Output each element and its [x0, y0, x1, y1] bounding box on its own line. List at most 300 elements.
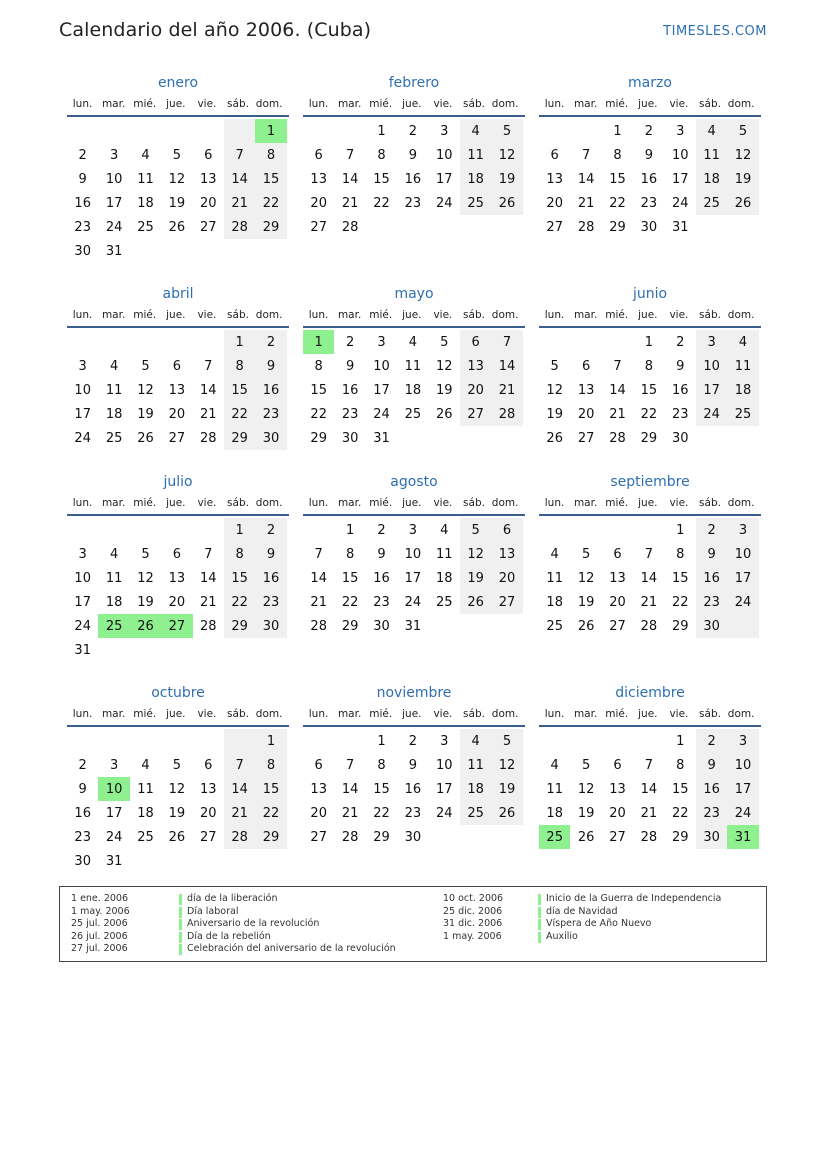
day-cell: 22 [373, 195, 390, 211]
day-cell: 26 [130, 614, 161, 638]
weekday-header [539, 94, 761, 114]
month-name: agosto [390, 474, 438, 490]
day-cell: 21 [199, 406, 217, 422]
day-cell: 6 [550, 147, 559, 163]
day-cell: 31 [105, 243, 123, 259]
day-cell: 5 [727, 119, 758, 143]
legend-holiday-name: día de la liberación [187, 893, 278, 904]
day-cell: 26 [168, 829, 186, 845]
day-cell: 22 [640, 406, 658, 422]
month-abril [67, 283, 289, 450]
day-cell: 13 [609, 570, 626, 586]
day-cell: 24 [105, 829, 123, 845]
legend-holiday-name: Víspera de Año Nuevo [546, 918, 652, 930]
day-cell: 1 [644, 334, 653, 350]
legend-item [71, 906, 396, 919]
weekday-label: jue. [402, 497, 422, 509]
day-cell: 25 [137, 829, 154, 845]
day-cell: 25 [727, 402, 758, 426]
empty-cell [67, 518, 98, 542]
day-cell: 4 [109, 358, 119, 374]
day-cell: 13 [310, 171, 327, 187]
day-cell: 21 [609, 406, 626, 422]
empty-cell [161, 638, 192, 662]
day-cell: 1 [255, 729, 286, 753]
empty-cell [460, 825, 491, 849]
day-cell: 21 [577, 195, 595, 211]
month-name: noviembre [376, 685, 452, 701]
legend-holiday-name: Celebración del aniversario de la revolución [187, 943, 396, 955]
header-rule [303, 326, 525, 328]
weekday-label: dom. [491, 708, 519, 720]
month-name: mayo [394, 286, 434, 302]
empty-cell [727, 614, 758, 638]
month-name: marzo [628, 75, 672, 91]
day-cell: 9 [644, 147, 653, 163]
month-marzo [539, 72, 761, 239]
day-cell: 20 [609, 805, 626, 821]
day-cell: 26 [460, 590, 491, 614]
weekday-label: vie. [433, 98, 453, 110]
day-cell: 15 [341, 570, 359, 586]
weekday-label: mar. [101, 98, 126, 110]
day-cell: 24 [404, 594, 422, 610]
page-title: Calendario del año 2006. (Cuba) [59, 19, 372, 41]
day-cell: 5 [460, 518, 491, 542]
day-cell: 1 [613, 123, 622, 139]
day-cell: 6 [491, 518, 522, 542]
day-cell: 29 [609, 219, 626, 235]
day-cell: 19 [577, 594, 595, 610]
empty-cell [130, 330, 161, 354]
empty-cell [67, 729, 98, 753]
weekday-label: mar. [573, 98, 598, 110]
day-cell: 20 [546, 195, 563, 211]
empty-cell [98, 729, 129, 753]
weekday-label: sáb. [699, 98, 721, 110]
weekday-label: mié. [369, 309, 393, 321]
day-cell: 13 [199, 171, 217, 187]
day-cell: 12 [491, 753, 522, 777]
empty-cell [98, 638, 129, 662]
day-cell: 3 [696, 330, 727, 354]
weekday-label: mié. [369, 98, 393, 110]
day-cell: 3 [377, 334, 386, 350]
day-cell: 21 [224, 191, 255, 215]
day-cell: 5 [550, 358, 559, 374]
day-cell: 24 [671, 195, 689, 211]
day-cell: 29 [224, 426, 255, 450]
day-cell: 16 [404, 171, 422, 187]
day-cell: 17 [74, 406, 91, 422]
day-cell: 1 [303, 330, 334, 354]
empty-cell [570, 518, 601, 542]
empty-cell [570, 729, 601, 753]
empty-cell [491, 825, 522, 849]
day-cell: 23 [341, 406, 359, 422]
month-julio [67, 471, 289, 662]
day-cell: 13 [310, 781, 327, 797]
empty-cell [334, 729, 365, 753]
day-cell: 29 [671, 618, 689, 634]
legend-date: 1 may. 2006 [71, 905, 130, 917]
day-cell: 23 [696, 801, 727, 825]
day-cell: 10 [105, 171, 123, 187]
day-cell: 26 [727, 191, 758, 215]
day-cell: 15 [255, 777, 286, 801]
day-cell: 23 [74, 829, 91, 845]
day-cell: 30 [74, 853, 91, 869]
empty-cell [334, 119, 365, 143]
legend-date: 25 dic. 2006 [443, 905, 503, 917]
day-cell: 9 [676, 358, 685, 374]
weekday-label: sáb. [699, 309, 721, 321]
empty-cell [98, 518, 129, 542]
day-cell: 30 [696, 614, 727, 638]
day-cell: 15 [224, 378, 255, 402]
empty-cell [224, 729, 255, 753]
day-cell: 16 [696, 566, 727, 590]
weekday-label: vie. [197, 98, 217, 110]
day-cell: 9 [696, 542, 727, 566]
day-cell: 26 [491, 801, 522, 825]
empty-cell [429, 614, 460, 638]
day-cell: 20 [199, 195, 217, 211]
empty-cell [429, 426, 460, 450]
holiday-color-marker [538, 932, 541, 943]
day-cell: 20 [577, 406, 595, 422]
day-cell: 16 [671, 382, 689, 398]
day-cell: 11 [727, 354, 758, 378]
weekday-header [539, 305, 761, 325]
day-cell: 23 [671, 406, 689, 422]
weekday-label: lun. [72, 497, 93, 509]
day-cell: 26 [577, 829, 595, 845]
weekday-label: dom. [255, 708, 283, 720]
weekday-label: sáb. [463, 309, 485, 321]
day-cell: 21 [310, 594, 327, 610]
day-cell: 2 [644, 123, 653, 139]
weekday-label: sáb. [227, 98, 249, 110]
day-cell: 20 [460, 378, 491, 402]
day-cell: 9 [408, 147, 417, 163]
month-enero [67, 72, 289, 263]
day-cell: 7 [613, 358, 622, 374]
day-cell: 11 [546, 570, 563, 586]
weekday-label: sáb. [699, 497, 721, 509]
day-cell: 22 [671, 805, 689, 821]
day-cell: 10 [373, 358, 390, 374]
day-cell: 5 [491, 119, 522, 143]
day-cell: 30 [373, 618, 390, 634]
weekday-label: lun. [544, 309, 565, 321]
day-cell: 19 [168, 805, 186, 821]
header-rule [539, 115, 761, 117]
day-cell: 22 [255, 801, 286, 825]
brand-link[interactable]: TIMESLES.COM [663, 24, 767, 39]
day-cell: 16 [74, 195, 91, 211]
empty-cell [602, 330, 633, 354]
day-cell: 31 [727, 825, 758, 849]
holiday-color-marker [538, 907, 541, 918]
legend-holiday-name: Día de la rebelión [187, 930, 271, 942]
day-cell: 17 [373, 382, 390, 398]
day-cell: 27 [310, 219, 327, 235]
weekday-label: mié. [133, 708, 157, 720]
day-cell: 2 [408, 123, 417, 139]
day-cell: 19 [546, 406, 563, 422]
legend-item [443, 918, 721, 931]
day-cell: 18 [727, 378, 758, 402]
empty-cell [193, 239, 224, 263]
day-cell: 14 [310, 570, 327, 586]
day-cell: 25 [404, 406, 422, 422]
month-name: febrero [388, 75, 440, 91]
day-cell: 18 [404, 382, 422, 398]
day-cell: 21 [640, 805, 658, 821]
day-cell: 20 [310, 195, 327, 211]
day-cell: 14 [341, 171, 359, 187]
empty-cell [130, 119, 161, 143]
day-cell: 21 [341, 195, 359, 211]
weekday-label: vie. [433, 309, 453, 321]
day-cell: 2 [78, 147, 87, 163]
day-cell: 18 [137, 805, 154, 821]
day-cell: 13 [491, 542, 522, 566]
empty-cell [161, 518, 192, 542]
legend-column-right [443, 893, 721, 943]
weekday-label: mar. [101, 309, 126, 321]
weekday-label: mié. [605, 497, 629, 509]
day-cell: 8 [314, 358, 323, 374]
day-cell: 15 [671, 570, 689, 586]
weekday-label: dom. [255, 309, 283, 321]
day-cell: 1 [345, 522, 355, 538]
legend-item [443, 893, 721, 906]
day-cell: 17 [671, 171, 689, 187]
day-cell: 21 [199, 594, 217, 610]
day-cell: 28 [640, 829, 658, 845]
day-cell: 15 [255, 167, 286, 191]
day-cell: 11 [105, 570, 123, 586]
empty-cell [193, 518, 224, 542]
header-rule [67, 326, 289, 328]
day-cell: 15 [373, 781, 390, 797]
day-cell: 7 [314, 546, 323, 562]
day-cell: 28 [491, 402, 522, 426]
day-cell: 9 [255, 354, 286, 378]
day-cell: 20 [609, 594, 626, 610]
day-cell: 27 [199, 219, 217, 235]
day-cell: 28 [199, 430, 217, 446]
weekday-label: sáb. [699, 708, 721, 720]
weekday-label: mar. [337, 98, 362, 110]
weekday-label: jue. [402, 309, 422, 321]
day-cell: 22 [609, 195, 626, 211]
empty-cell [633, 518, 664, 542]
day-cell: 26 [546, 430, 563, 446]
day-cell: 5 [141, 358, 150, 374]
weekday-label: jue. [402, 708, 422, 720]
day-cell: 9 [78, 781, 87, 797]
empty-cell [460, 614, 491, 638]
day-cell: 8 [224, 542, 255, 566]
day-cell: 4 [141, 757, 150, 773]
header-rule [303, 115, 525, 117]
day-cell: 8 [345, 546, 355, 562]
weekday-label: jue. [166, 497, 186, 509]
day-cell: 8 [255, 753, 286, 777]
day-cell: 12 [546, 382, 563, 398]
day-cell: 18 [435, 570, 453, 586]
empty-cell [130, 849, 161, 873]
day-cell: 18 [460, 777, 491, 801]
day-cell: 11 [435, 546, 453, 562]
day-cell: 31 [404, 618, 422, 634]
day-cell: 14 [577, 171, 595, 187]
weekday-label: mié. [605, 708, 629, 720]
weekday-header [539, 704, 761, 724]
day-cell: 17 [404, 570, 422, 586]
weekday-label: jue. [638, 98, 658, 110]
weekday-label: lun. [72, 98, 93, 110]
day-cell: 21 [224, 801, 255, 825]
day-cell: 14 [640, 570, 658, 586]
day-cell: 12 [137, 382, 154, 398]
day-cell: 2 [255, 330, 286, 354]
day-cell: 14 [640, 781, 658, 797]
day-cell: 4 [550, 757, 559, 773]
day-cell: 16 [404, 781, 422, 797]
weekday-label: vie. [669, 497, 689, 509]
day-cell: 28 [224, 215, 255, 239]
weekday-label: mar. [101, 708, 126, 720]
day-cell: 28 [310, 618, 327, 634]
day-cell: 21 [640, 594, 658, 610]
day-cell: 22 [224, 590, 255, 614]
month-octubre [67, 682, 289, 873]
day-cell: 25 [539, 825, 570, 849]
legend-holiday-name: día de Navidad [546, 905, 618, 917]
day-cell: 5 [581, 757, 591, 773]
day-cell: 1 [224, 330, 255, 354]
day-cell: 14 [609, 382, 626, 398]
day-cell: 10 [404, 546, 422, 562]
day-cell: 16 [74, 805, 91, 821]
day-cell: 27 [161, 614, 192, 638]
empty-cell [224, 239, 255, 263]
day-cell: 29 [640, 430, 658, 446]
empty-cell [98, 119, 129, 143]
day-cell: 22 [224, 402, 255, 426]
holiday-color-marker [179, 907, 182, 918]
legend-item [71, 893, 396, 906]
month-name: septiembre [610, 474, 690, 490]
weekday-label: jue. [166, 98, 186, 110]
day-cell: 3 [408, 522, 417, 538]
weekday-label: lun. [72, 708, 93, 720]
weekday-label: mar. [573, 309, 598, 321]
day-cell: 2 [345, 334, 355, 350]
day-cell: 30 [696, 825, 727, 849]
day-cell: 15 [373, 171, 390, 187]
day-cell: 25 [137, 219, 154, 235]
empty-cell [429, 825, 460, 849]
day-cell: 11 [460, 143, 491, 167]
day-cell: 3 [727, 729, 758, 753]
empty-cell [696, 215, 727, 239]
day-cell: 24 [696, 402, 727, 426]
day-cell: 22 [373, 805, 390, 821]
day-cell: 26 [435, 406, 453, 422]
weekday-label: mié. [133, 497, 157, 509]
weekday-label: dom. [727, 309, 755, 321]
day-cell: 4 [727, 330, 758, 354]
weekday-label: lun. [308, 497, 329, 509]
day-cell: 8 [224, 354, 255, 378]
day-cell: 6 [314, 757, 323, 773]
day-cell: 24 [373, 406, 390, 422]
weekday-label: vie. [197, 708, 217, 720]
day-cell: 8 [644, 358, 653, 374]
day-cell: 13 [546, 171, 563, 187]
weekday-label: dom. [491, 497, 519, 509]
day-cell: 18 [696, 167, 727, 191]
legend-item [71, 918, 396, 931]
day-cell: 12 [137, 570, 154, 586]
day-cell: 28 [577, 219, 595, 235]
empty-cell [161, 119, 192, 143]
day-cell: 19 [727, 167, 758, 191]
weekday-label: sáb. [227, 309, 249, 321]
day-cell: 6 [613, 757, 622, 773]
day-cell: 3 [78, 546, 87, 562]
day-cell: 25 [460, 191, 491, 215]
legend-date: 1 ene. 2006 [71, 893, 128, 904]
day-cell: 7 [581, 147, 591, 163]
day-cell: 24 [727, 801, 758, 825]
empty-cell [397, 215, 428, 239]
header-rule [539, 514, 761, 516]
header-rule [303, 514, 525, 516]
day-cell: 31 [74, 642, 91, 658]
empty-cell [161, 239, 192, 263]
day-cell: 5 [581, 546, 591, 562]
day-grid [539, 119, 761, 239]
day-cell: 25 [460, 801, 491, 825]
day-cell: 18 [546, 805, 563, 821]
day-cell: 27 [168, 430, 186, 446]
day-cell: 12 [727, 143, 758, 167]
day-cell: 11 [404, 358, 422, 374]
day-cell: 14 [199, 382, 217, 398]
day-cell: 12 [491, 143, 522, 167]
day-cell: 4 [109, 546, 119, 562]
weekday-label: dom. [255, 98, 283, 110]
day-cell: 23 [696, 590, 727, 614]
day-cell: 23 [255, 402, 286, 426]
day-cell: 9 [345, 358, 355, 374]
day-grid [539, 518, 761, 638]
day-cell: 16 [341, 382, 359, 398]
day-cell: 24 [105, 219, 123, 235]
day-cell: 28 [199, 618, 217, 634]
day-cell: 14 [491, 354, 522, 378]
day-cell: 17 [105, 195, 123, 211]
day-grid [303, 518, 525, 638]
empty-cell [161, 330, 192, 354]
day-cell: 27 [491, 590, 522, 614]
